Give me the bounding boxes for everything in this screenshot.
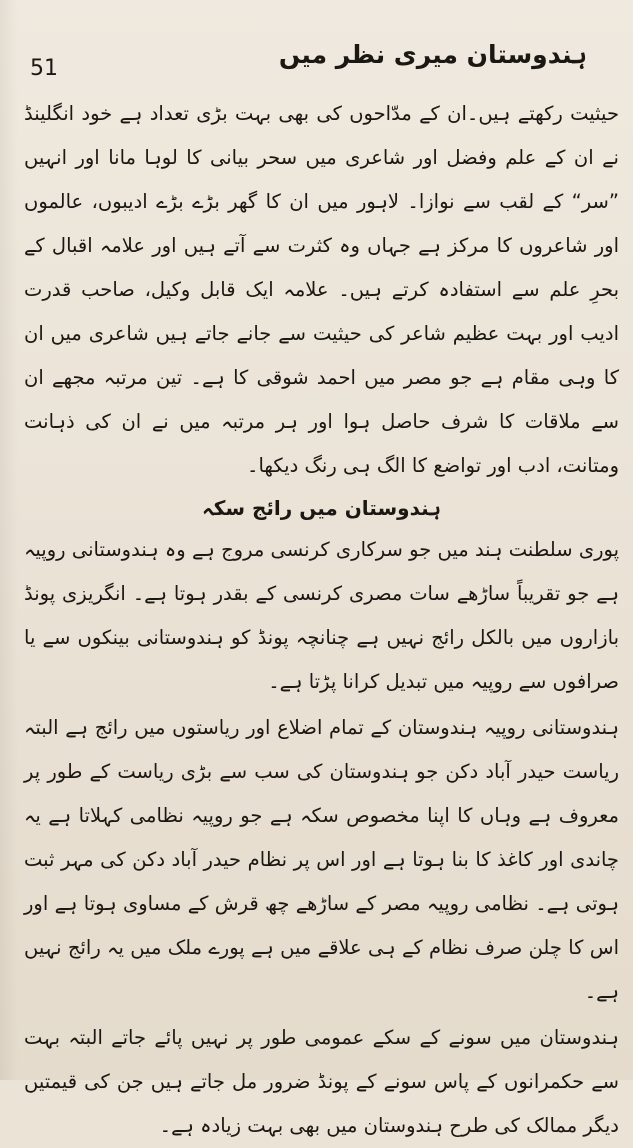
- paragraph-nizami-rupee: ہندوستانی روپیہ ہندوستان کے تمام اضلاع اور ریاستوں میں رائج ہے البتہ ریاست حیدر آباد دکن جو ہندوستان کی سب سے بڑی ریاست کے طور پر معروف ہے وہاں کا اپنا مخصوص سکہ ہے جو روپیہ نظامی کہلاتا ہے یہ چاندی اور کاغذ کا بنا ہوتا ہے اور اس پر نظام حیدر آباد دکن کی مہر ثبت ہوتی ہے۔ نظامی روپیہ مصر کے ساڑھے چھ قرش کے مساوی ہوتا ہے اور اس کا چلن صرف نظام کے ہی علاقے میں ہے پورے ملک میں یہ رائج نہیں ہے۔: [24, 716, 619, 1003]
- paragraph-rupee: پوری سلطنت ہند میں جو سرکاری کرنسی مروج ہے وہ ہندوستانی روپیہ ہے جو تقریباً ساڑھے سات مصری کرنسی کے بقدر ہوتا ہے۔ انگریزی پونڈ بازاروں میں بالکل رائج نہیں ہے چنانچہ پونڈ کو ہندوستانی بینکوں سے یا صرافوں سے روپیہ میں تبدیل کرانا پڑتا ہے۔: [24, 538, 619, 693]
- section-heading: ہندوستان میں رائج سکہ: [201, 496, 442, 520]
- paragraph-gold-coins: ہندوستان میں سونے کے سکے عمومی طور پر نہیں پائے جاتے البتہ بہت سے حکمرانوں کے پاس سونے کے پونڈ ضرور مل جاتے ہیں جن کی قیمتیں دیگر ممالک کی طرح ہندوستان میں بھی بہت زیادہ ہے۔: [24, 1026, 619, 1137]
- page-body: [24, 92, 619, 1148]
- paragraph-iqbal: حیثیت رکھتے ہیں۔ان کے مدّاحوں کی بھی بہت بڑی تعداد ہے خود انگلینڈ نے ان کے علم وفضل اور شاعری میں سحر بیانی کا لوہا مانا اور انہیں ”سر“ کے لقب سے نوازا۔ لاہور میں ان کا گھر بڑے بڑے ادیبوں، عالموں اور شاعروں کا مرکز ہے جہاں وہ کثرت سے آتے ہیں اور علامہ اقبال کے بحرِ علم سے استفادہ کرتے ہیں۔ علامہ ایک قابل وکیل، صاحب قدرت ادیب اور بہت عظیم شاعر کی حیثیت سے جانے جاتے ہیں شاعری میں ان کا وہی مقام ہے جو مصر میں احمد شوقی کا ہے۔ تین مرتبہ مجھے ان سے ملاقات کا شرف حاصل ہوا اور ہر مرتبہ میں نے ان کی ذہانت ومتانت، ادب اور تواضع کا الگ ہی رنگ دیکھا۔: [24, 102, 619, 477]
- page-number: 51: [30, 56, 58, 81]
- running-header: ہندوستان میری نظر میں: [278, 40, 587, 69]
